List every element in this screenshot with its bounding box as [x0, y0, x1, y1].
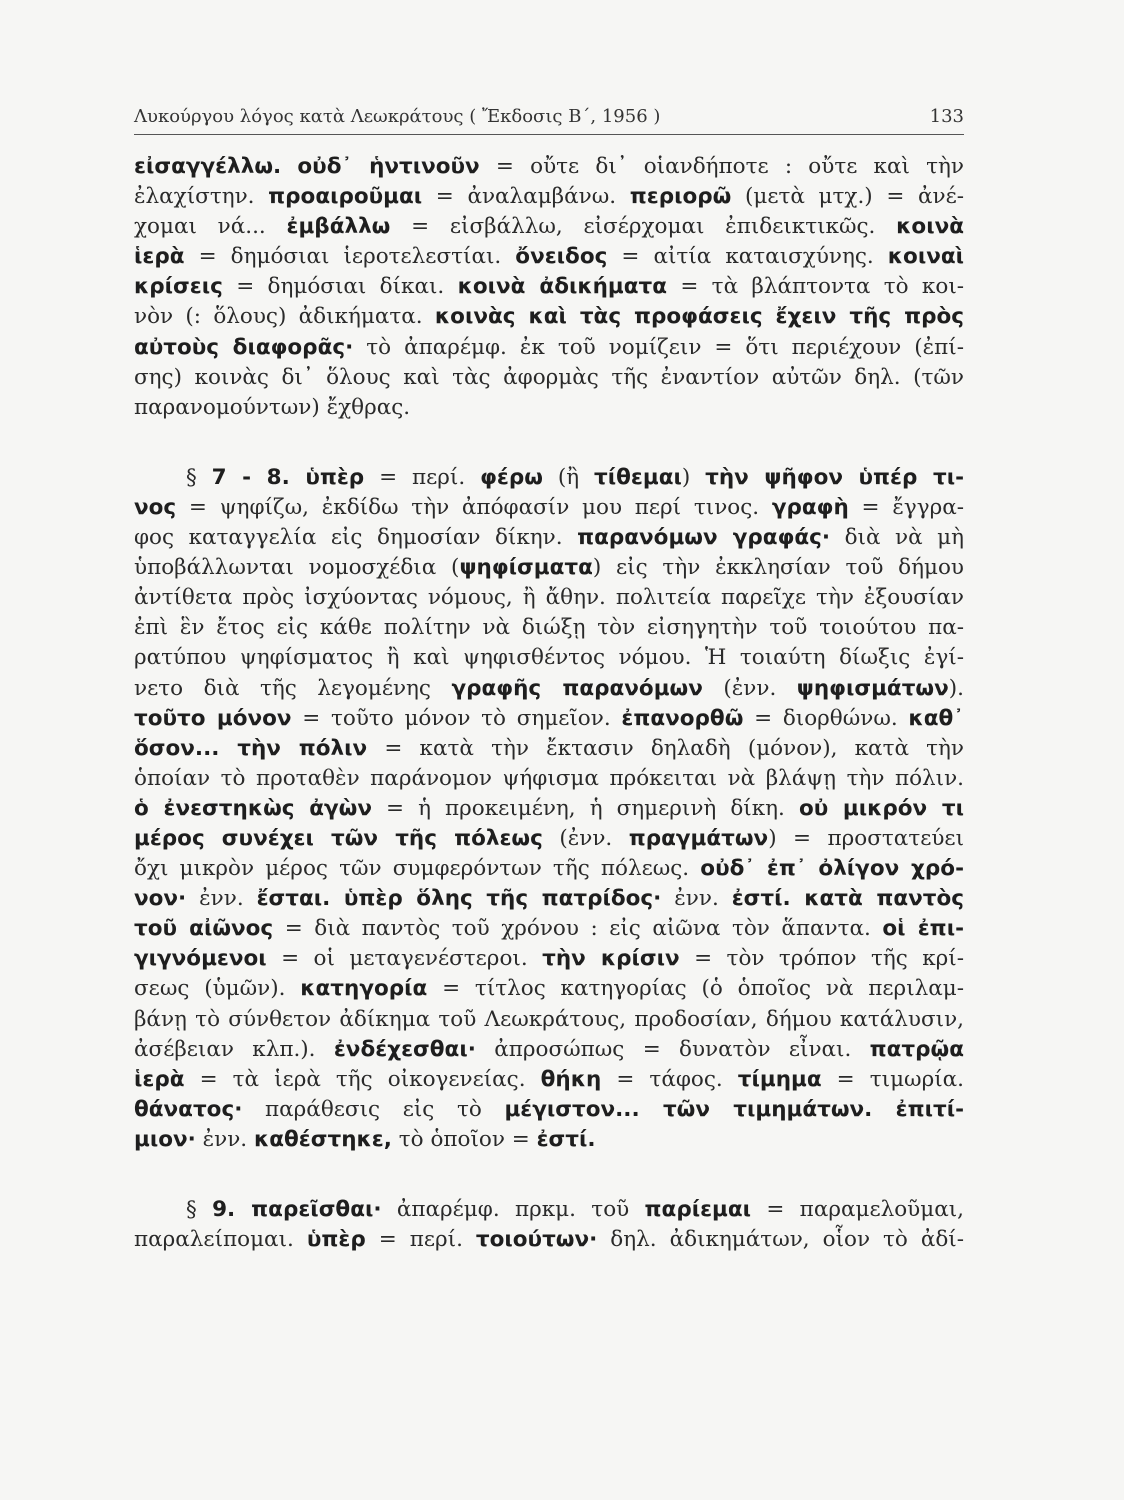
text-line	[134, 914, 964, 944]
text-line	[134, 974, 964, 1004]
text-line	[134, 674, 964, 704]
text-line	[134, 212, 964, 242]
gloss	[281, 154, 297, 179]
gloss: φος καταγγελία εἰς δημοσίαν δίκην.	[134, 525, 578, 551]
gloss: = τιμωρία.	[821, 1066, 964, 1092]
paragraph-gap	[134, 1155, 964, 1195]
lemma: νον·	[134, 886, 187, 912]
gloss: ἐνν.	[195, 1126, 254, 1152]
lemma: θήκη	[540, 1066, 602, 1092]
gloss: = τοῦτο μόνον τὸ σημεῖον.	[291, 705, 622, 731]
lemma: φέρω	[480, 464, 543, 490]
gloss: νετο διὰ τῆς λεγομένης	[134, 675, 452, 701]
lemma: κοινὰ	[896, 214, 964, 240]
text-line	[134, 734, 964, 764]
text-line	[134, 553, 964, 583]
lemma: παρίεμαι	[644, 1197, 752, 1222]
gloss: χομαι νά...	[134, 214, 287, 240]
gloss: ) εἰς τὴν ἐκκλησίαν τοῦ δήμου	[592, 555, 964, 581]
gloss: ἐλαχίστην.	[134, 184, 269, 210]
lemma: γραφὴ	[771, 494, 849, 520]
lemma: παρανόμων γραφάς·	[577, 525, 831, 551]
lemma: ὄνειδος	[515, 244, 608, 270]
text-line	[134, 1035, 964, 1065]
gloss: παράθεσις εἰς τὸ	[242, 1096, 505, 1122]
lemma: κοινὰ ἀδικήματα	[457, 274, 668, 300]
text-line	[134, 523, 964, 553]
text-line	[134, 583, 964, 613]
gloss: = διὰ παντὸς τοῦ χρόνου : εἰς αἰῶνα τὸν ἅπαντα.	[273, 916, 883, 942]
lemma: γραφῆς παρανόμων	[451, 675, 703, 701]
gloss: ) = προστατεύει	[768, 825, 964, 851]
gloss: = οἱ μεταγενέστεροι.	[266, 946, 543, 972]
gloss: ἀσέβειαν κλπ.).	[134, 1036, 334, 1062]
lemma: κρίσεις	[134, 274, 223, 300]
text-line	[134, 1005, 964, 1035]
lemma: ὅσον... τὴν πόλιν	[134, 735, 368, 761]
gloss: νὸν (: ὅλους) ἀδικήματα.	[134, 304, 435, 330]
text-line	[134, 824, 964, 854]
lemma: τὴν κρίσιν	[542, 946, 680, 972]
text-line	[134, 1095, 964, 1125]
lemma: τοῦτο μόνον	[134, 705, 292, 731]
gloss: (ἢ	[542, 464, 595, 490]
gloss: διὰ νὰ μὴ	[830, 525, 964, 551]
gloss: παρανομούντων) ἔχθρας.	[134, 394, 411, 420]
lemma: μέγιστον... τῶν τιμημάτων. ἐπιτί-	[504, 1096, 964, 1122]
gloss: = τίτλος κατηγορίας (ὁ ὁποῖος νὰ περιλαμ-	[427, 976, 965, 1002]
gloss: ἐνν.	[661, 886, 732, 912]
text-line	[134, 152, 964, 182]
gloss: = ἀναλαμβάνω.	[422, 184, 630, 210]
commentary-text	[134, 152, 964, 1255]
gloss: = κατὰ τὴν ἔκτασιν δηλαδὴ (μόνον), κατὰ τὴν	[367, 735, 964, 761]
text-line	[134, 1065, 964, 1095]
gloss: = δημόσιαι δίκαι.	[222, 274, 458, 300]
text-line	[134, 182, 964, 212]
lemma: 7 - 8. ὑπὲρ	[211, 464, 365, 490]
lemma: ψηφίσματα	[459, 555, 593, 581]
lemma: ἱερὰ	[134, 1066, 185, 1092]
gloss: τὸ ὁποῖον =	[391, 1126, 537, 1152]
lemma: οὐδ᾽ ἡντινοῦν	[297, 154, 480, 179]
gloss: ἀπαρέμφ. πρκμ. τοῦ	[381, 1197, 645, 1222]
text-line	[134, 944, 964, 974]
lemma: τοῦ αἰῶνος	[134, 916, 274, 942]
gloss: §	[186, 1197, 213, 1222]
gloss: βάνῃ τὸ σύνθετον ἀδίκημα τοῦ Λεωκράτους, προδοσίαν, δήμου κατάλυσιν,	[134, 1006, 964, 1032]
gloss: = τάφος.	[601, 1066, 738, 1092]
lemma: ἐνδέχεσθαι·	[333, 1036, 476, 1062]
gloss: (ἐνν.	[702, 675, 797, 701]
lemma: ἐμβάλλω	[286, 214, 391, 240]
text-line	[134, 1195, 964, 1225]
lemma: μέρος συνέχει τῶν τῆς πόλεως	[134, 825, 543, 851]
text-line	[134, 272, 964, 302]
text-line	[134, 493, 964, 523]
gloss: = δημόσιαι ἱεροτελεστίαι.	[184, 244, 516, 270]
gloss: (ἐνν.	[542, 825, 629, 851]
gloss: (μετὰ μτχ.) = ἀνέ-	[731, 184, 964, 210]
gloss: = ἔγγρα-	[848, 494, 964, 520]
text-line	[134, 1125, 964, 1155]
lemma: τίθεμαι	[594, 464, 682, 490]
lemma: πραγμάτων	[628, 825, 769, 851]
gloss: ὄχι μικρὸν μέρος τῶν συμφερόντων τῆς πόλεως.	[134, 856, 701, 882]
gloss: = περί.	[365, 1227, 476, 1253]
lemma: ψηφισμάτων	[796, 675, 949, 701]
gloss: ἀπροσώπως = δυνατὸν εἶναι.	[475, 1036, 870, 1062]
gloss: ἐπὶ ἓν ἔτος εἰς κάθε πολίτην νὰ διώξῃ τὸν εἰσηγητὴν τοῦ τοιούτου πα-	[134, 615, 964, 641]
gloss: = τὸν τρόπον τῆς κρί-	[679, 946, 964, 972]
gloss: τὸ ἀπαρέμφ. ἐκ τοῦ νομίζειν = ὅτι περιέχουν (ἐπί-	[353, 334, 964, 360]
lemma: 9. παρεῖσθαι·	[212, 1197, 382, 1222]
lemma: κατηγορία	[300, 976, 428, 1002]
gloss: σης) κοινὰς δι᾽ ὅλους καὶ τὰς ἀφορμὰς τῆς ἐναντίον αὐτῶν δηλ. (τῶν	[134, 364, 964, 390]
page-header	[134, 100, 964, 135]
text-line	[134, 764, 964, 794]
gloss: = τὰ βλάπτοντα τὸ κοι-	[667, 274, 965, 300]
text-line	[134, 704, 964, 734]
text-line	[134, 643, 964, 673]
lemma: ἐπανορθῶ	[621, 705, 744, 731]
lemma: μιον·	[134, 1126, 196, 1152]
lemma: οὐδ᾽ ἐπ᾽ ὀλίγον χρό-	[700, 856, 964, 882]
lemma: πατρῷα	[869, 1036, 964, 1062]
text-line	[134, 393, 964, 423]
paragraph-gap	[134, 423, 964, 463]
gloss: ἀντίθετα πρὸς ἰσχύοντας νόμους, ἢ ἄθην. πολιτεία παρεῖχε τὴν ἐξουσίαν	[134, 585, 964, 611]
text-line	[134, 854, 964, 884]
lemma: κοινὰς καὶ τὰς προφάσεις ἔχειν τῆς πρὸς	[434, 304, 964, 330]
gloss: = περί.	[364, 464, 481, 490]
page-number: 133	[929, 106, 964, 127]
text-line	[134, 884, 964, 914]
gloss: §	[186, 464, 212, 490]
lemma: αὐτοὺς διαφορᾶς·	[134, 334, 354, 360]
text-line	[134, 794, 964, 824]
lemma: ἔσται. ὑπὲρ ὅλης τῆς πατρίδος·	[256, 886, 662, 912]
gloss: = ψηφίζω, ἐκδίδω τὴν ἀπόφασίν μου περί τινος.	[176, 494, 772, 520]
gloss: = ἡ προκειμένη, ἡ σημερινὴ δίκη.	[371, 795, 799, 821]
gloss: = αἰτία καταισχύνης.	[607, 244, 888, 270]
lemma: ὁ ἐνεστηκὼς ἀγὼν	[134, 795, 372, 821]
lemma: προαιροῦμαι	[268, 184, 423, 210]
lemma: θάνατος·	[134, 1096, 243, 1122]
lemma: περιορῶ	[629, 184, 732, 210]
lemma: τὴν ψῆφον ὑπέρ τι-	[705, 464, 964, 490]
lemma: καθ᾽	[908, 705, 964, 731]
lemma: εἰσαγγέλλω.	[134, 154, 282, 179]
gloss: ).	[948, 675, 964, 701]
lemma: κοιναὶ	[887, 244, 964, 270]
text-line	[134, 242, 964, 272]
gloss: ὁποίαν τὸ προταθὲν παράνομον ψήφισμα πρόκειται νὰ βλάψῃ τὴν πόλιν.	[134, 765, 964, 791]
gloss: = διορθώνω.	[743, 705, 909, 731]
lemma: οἱ ἐπι-	[882, 916, 964, 942]
text-line	[134, 1225, 964, 1255]
gloss: ὑποβάλλωνται νομοσχέδια (	[134, 555, 460, 581]
gloss: = εἰσβάλλω, εἰσέρχομαι ἐπιδεικτικῶς.	[390, 214, 897, 240]
gloss: )	[681, 464, 706, 490]
lemma: νος	[134, 494, 177, 520]
text-line	[134, 302, 964, 332]
gloss: δηλ. ἀδικημάτων, οἷον τὸ ἀδί-	[597, 1227, 965, 1253]
lemma: ἐστί. κατὰ παντὸς	[731, 886, 964, 912]
gloss: ρατύπου ψηφίσματος ἢ καὶ ψηφισθέντος νόμου. Ἡ τοιαύτη δίωξις ἐγί-	[134, 645, 964, 671]
lemma: οὐ μικρόν τι	[798, 795, 965, 821]
running-title: Λυκούργου λόγος κατὰ Λεωκράτους ( Ἔκδοσις Β΄, 1956 )	[134, 106, 661, 127]
lemma: ἱερὰ	[134, 244, 185, 270]
lemma: τίμημα	[737, 1066, 822, 1092]
gloss: ἐνν.	[186, 886, 257, 912]
lemma: ἐστί.	[536, 1126, 596, 1152]
lemma: τοιούτων·	[475, 1227, 598, 1253]
gloss: σεως (ὑμῶν).	[134, 976, 301, 1002]
text-line	[134, 613, 964, 643]
text-line	[134, 333, 964, 363]
lemma: ὑπὲρ	[306, 1227, 366, 1253]
lemma: καθέστηκε,	[253, 1126, 392, 1152]
lemma: γιγνόμενοι	[134, 946, 267, 972]
gloss: = τὰ ἱερὰ τῆς οἰκογενείας.	[184, 1066, 541, 1092]
text-line	[134, 363, 964, 393]
gloss: = παραμελοῦμαι,	[751, 1197, 964, 1222]
text-line	[134, 463, 964, 493]
gloss: παραλείπομαι.	[134, 1227, 307, 1253]
gloss: = οὔτε δι᾽ οἱανδήποτε : οὔτε καὶ τὴν	[479, 154, 964, 179]
